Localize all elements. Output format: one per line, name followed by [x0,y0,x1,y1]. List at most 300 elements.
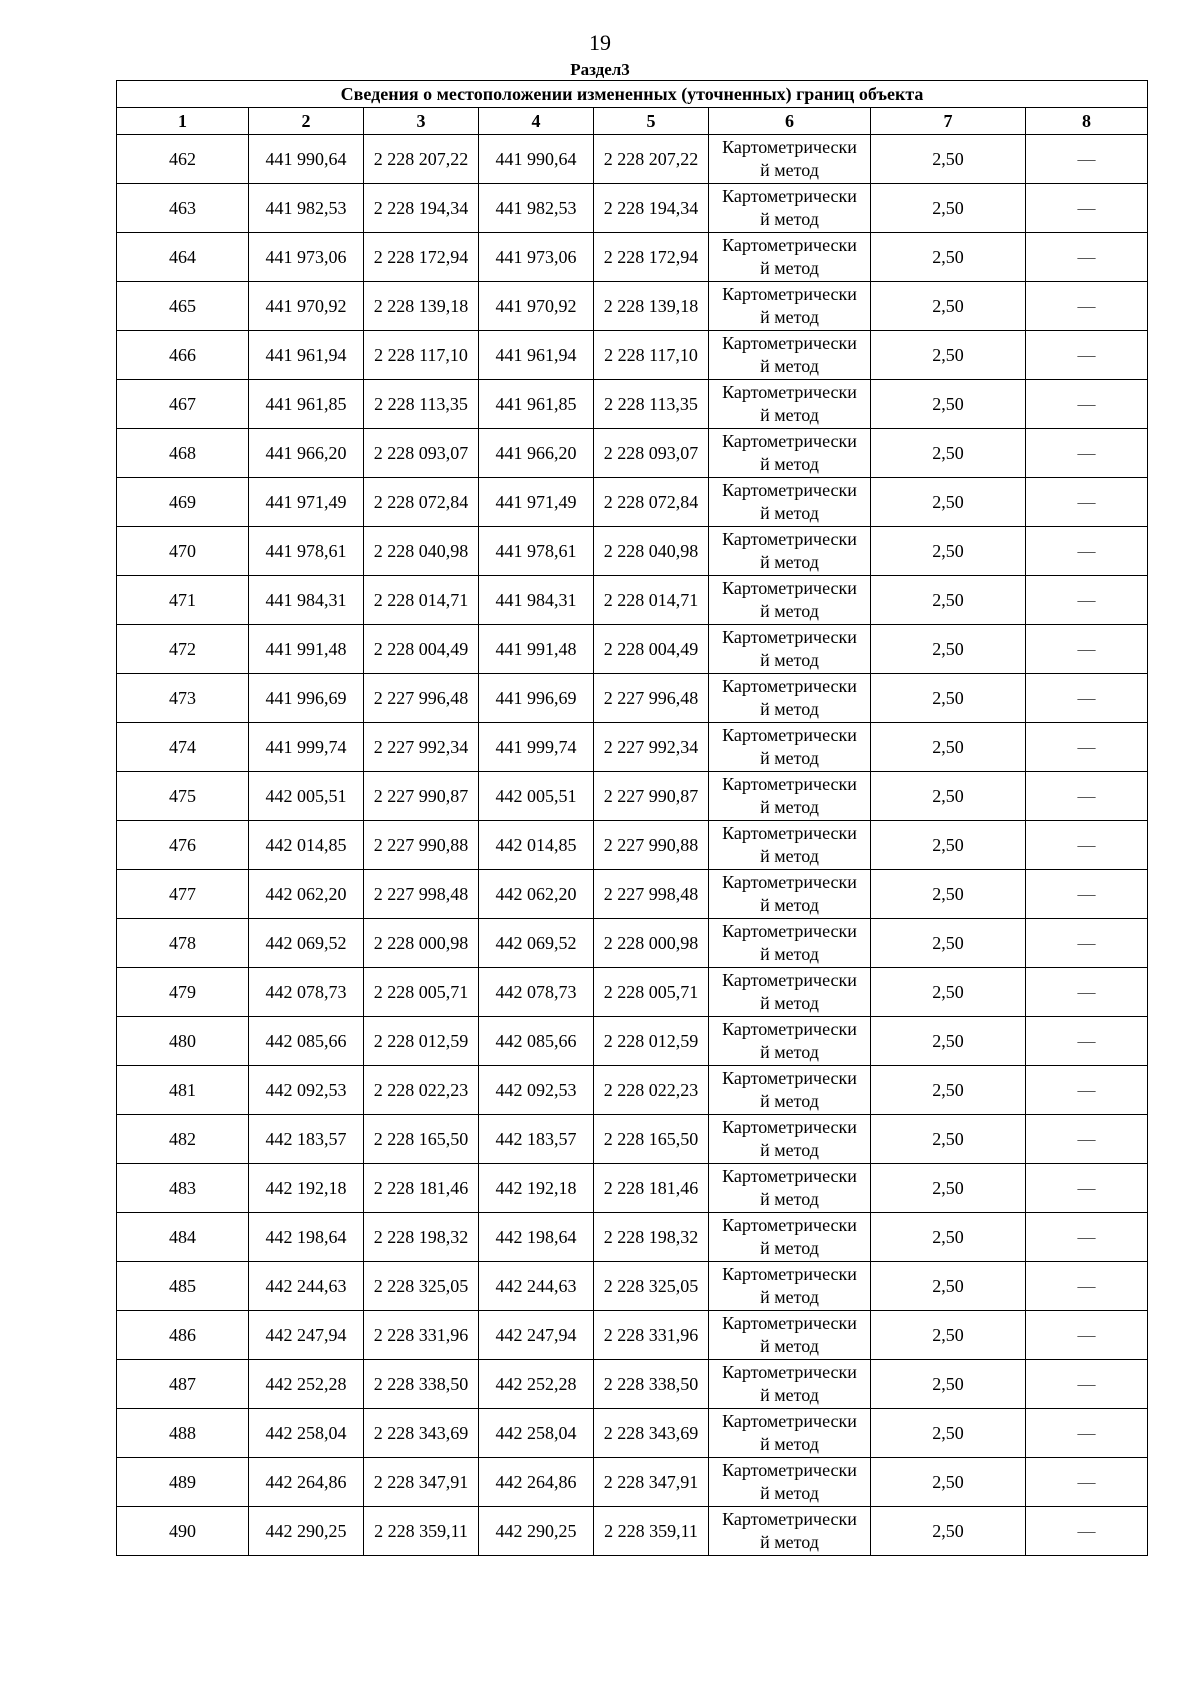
point-number-cell: 468 [117,429,249,478]
y-old-cell: 2 228 325,05 [364,1262,479,1311]
x-old-cell: 442 247,94 [249,1311,364,1360]
y-old-cell: 2 228 022,23 [364,1066,479,1115]
method-cell [709,1507,871,1556]
method-text-line1: Картометрически [722,431,857,451]
x-old-cell: 442 085,66 [249,1017,364,1066]
x-old-cell: 442 192,18 [249,1164,364,1213]
note-cell: — [1026,821,1148,870]
method-text-line2: й метод [760,895,819,915]
y-new-cell: 2 227 996,48 [594,674,709,723]
point-number-cell: 463 [117,184,249,233]
x-new-cell: 441 984,31 [479,576,594,625]
column-header: 5 [594,108,709,135]
y-new-cell: 2 228 012,59 [594,1017,709,1066]
y-old-cell: 2 228 343,69 [364,1409,479,1458]
x-new-cell: 441 999,74 [479,723,594,772]
y-new-cell: 2 228 181,46 [594,1164,709,1213]
method-text-line2: й метод [760,1189,819,1209]
accuracy-cell: 2,50 [871,135,1026,184]
point-number-cell: 464 [117,233,249,282]
method-text-line2: й метод [760,601,819,621]
y-new-cell: 2 227 990,87 [594,772,709,821]
y-old-cell: 2 228 014,71 [364,576,479,625]
x-new-cell: 442 062,20 [479,870,594,919]
y-new-cell: 2 228 117,10 [594,331,709,380]
point-number-cell: 490 [117,1507,249,1556]
x-old-cell: 441 961,94 [249,331,364,380]
accuracy-cell: 2,50 [871,919,1026,968]
point-number-cell: 474 [117,723,249,772]
accuracy-cell: 2,50 [871,1115,1026,1164]
table-row [117,1311,1148,1360]
method-cell [709,1360,871,1409]
y-new-cell: 2 228 139,18 [594,282,709,331]
method-text-line1: Картометрически [722,725,857,745]
method-text-line1: Картометрически [722,823,857,843]
note-cell: — [1026,870,1148,919]
x-old-cell: 442 198,64 [249,1213,364,1262]
method-text-line1: Картометрически [722,529,857,549]
note-cell: — [1026,1017,1148,1066]
x-new-cell: 442 092,53 [479,1066,594,1115]
method-cell [709,821,871,870]
method-cell [709,968,871,1017]
y-new-cell: 2 228 004,49 [594,625,709,674]
x-new-cell: 442 183,57 [479,1115,594,1164]
y-new-cell: 2 228 338,50 [594,1360,709,1409]
method-cell [709,478,871,527]
accuracy-cell: 2,50 [871,1409,1026,1458]
y-new-cell: 2 228 207,22 [594,135,709,184]
x-new-cell: 442 192,18 [479,1164,594,1213]
method-text-line1: Картометрически [722,1264,857,1284]
note-cell: — [1026,233,1148,282]
accuracy-cell: 2,50 [871,1262,1026,1311]
note-cell: — [1026,429,1148,478]
point-number-cell: 469 [117,478,249,527]
note-cell: — [1026,184,1148,233]
table-row [117,380,1148,429]
x-old-cell: 442 264,86 [249,1458,364,1507]
y-new-cell: 2 227 990,88 [594,821,709,870]
method-text-line1: Картометрически [722,137,857,157]
point-number-cell: 472 [117,625,249,674]
x-old-cell: 441 982,53 [249,184,364,233]
point-number-cell: 484 [117,1213,249,1262]
x-new-cell: 441 991,48 [479,625,594,674]
point-number-cell: 467 [117,380,249,429]
x-new-cell: 442 078,73 [479,968,594,1017]
point-number-cell: 486 [117,1311,249,1360]
method-cell [709,135,871,184]
method-cell [709,184,871,233]
method-text-line2: й метод [760,1483,819,1503]
x-old-cell: 442 258,04 [249,1409,364,1458]
y-old-cell: 2 228 359,11 [364,1507,479,1556]
method-cell [709,1213,871,1262]
table-body [117,135,1148,1556]
x-new-cell: 441 990,64 [479,135,594,184]
table-row [117,1360,1148,1409]
x-new-cell: 441 971,49 [479,478,594,527]
x-new-cell: 441 961,94 [479,331,594,380]
method-cell [709,380,871,429]
page-number: 19 [589,30,611,55]
x-old-cell: 441 970,92 [249,282,364,331]
accuracy-cell: 2,50 [871,723,1026,772]
y-old-cell: 2 228 113,35 [364,380,479,429]
x-old-cell: 441 978,61 [249,527,364,576]
method-text-line2: й метод [760,209,819,229]
y-new-cell: 2 228 093,07 [594,429,709,478]
method-text-line2: й метод [760,748,819,768]
accuracy-cell: 2,50 [871,380,1026,429]
method-text-line2: й метод [760,1532,819,1552]
x-new-cell: 441 961,85 [479,380,594,429]
column-header-row [117,108,1148,135]
method-text-line2: й метод [760,1238,819,1258]
note-cell: — [1026,919,1148,968]
point-number-cell: 481 [117,1066,249,1115]
point-number-cell: 480 [117,1017,249,1066]
accuracy-cell: 2,50 [871,625,1026,674]
y-new-cell: 2 228 194,34 [594,184,709,233]
y-new-cell: 2 228 347,91 [594,1458,709,1507]
table-row [117,184,1148,233]
accuracy-cell: 2,50 [871,1164,1026,1213]
note-cell: — [1026,380,1148,429]
method-text-line2: й метод [760,1091,819,1111]
method-text-line1: Картометрически [722,1019,857,1039]
accuracy-cell: 2,50 [871,674,1026,723]
method-cell [709,674,871,723]
table-row [117,919,1148,968]
method-text-line1: Картометрически [722,333,857,353]
y-old-cell: 2 227 990,87 [364,772,479,821]
note-cell: — [1026,1507,1148,1556]
y-new-cell: 2 228 113,35 [594,380,709,429]
note-cell: — [1026,1458,1148,1507]
accuracy-cell: 2,50 [871,429,1026,478]
x-old-cell: 442 290,25 [249,1507,364,1556]
note-cell: — [1026,576,1148,625]
y-old-cell: 2 228 072,84 [364,478,479,527]
note-cell: — [1026,1164,1148,1213]
y-old-cell: 2 228 139,18 [364,282,479,331]
y-old-cell: 2 227 998,48 [364,870,479,919]
method-text-line2: й метод [760,552,819,572]
y-new-cell: 2 228 331,96 [594,1311,709,1360]
accuracy-cell: 2,50 [871,821,1026,870]
method-cell [709,1115,871,1164]
accuracy-cell: 2,50 [871,1311,1026,1360]
table-row [117,1458,1148,1507]
method-cell [709,1017,871,1066]
method-cell [709,527,871,576]
x-old-cell: 441 961,85 [249,380,364,429]
accuracy-cell: 2,50 [871,331,1026,380]
method-cell [709,1458,871,1507]
x-new-cell: 442 290,25 [479,1507,594,1556]
method-text-line2: й метод [760,699,819,719]
note-cell: — [1026,282,1148,331]
y-new-cell: 2 228 072,84 [594,478,709,527]
method-cell [709,1409,871,1458]
y-new-cell: 2 227 992,34 [594,723,709,772]
table-row [117,625,1148,674]
table-row [117,723,1148,772]
y-old-cell: 2 228 117,10 [364,331,479,380]
method-text-line1: Картометрически [722,1411,857,1431]
column-header: 8 [1026,108,1148,135]
method-text-line1: Картометрически [722,1313,857,1333]
method-text-line2: й метод [760,993,819,1013]
y-new-cell: 2 227 998,48 [594,870,709,919]
method-text-line1: Картометрически [722,676,857,696]
table-row [117,1213,1148,1262]
note-cell: — [1026,723,1148,772]
method-text-line1: Картометрически [722,921,857,941]
accuracy-cell: 2,50 [871,1017,1026,1066]
x-new-cell: 442 264,86 [479,1458,594,1507]
method-text-line2: й метод [760,503,819,523]
point-number-cell: 473 [117,674,249,723]
point-number-cell: 476 [117,821,249,870]
column-header: 6 [709,108,871,135]
y-new-cell: 2 228 359,11 [594,1507,709,1556]
column-header: 4 [479,108,594,135]
method-text-line2: й метод [760,405,819,425]
method-text-line1: Картометрически [722,186,857,206]
method-cell [709,625,871,674]
table-row [117,1262,1148,1311]
y-old-cell: 2 228 347,91 [364,1458,479,1507]
point-number-cell: 478 [117,919,249,968]
x-old-cell: 441 966,20 [249,429,364,478]
x-new-cell: 442 244,63 [479,1262,594,1311]
table-row [117,968,1148,1017]
point-number-cell: 475 [117,772,249,821]
method-text-line1: Картометрически [722,480,857,500]
point-number-cell: 489 [117,1458,249,1507]
method-text-line2: й метод [760,650,819,670]
method-text-line2: й метод [760,307,819,327]
accuracy-cell: 2,50 [871,870,1026,919]
x-new-cell: 442 252,28 [479,1360,594,1409]
method-text-line2: й метод [760,1140,819,1160]
method-text-line2: й метод [760,1287,819,1307]
method-text-line1: Картометрически [722,1460,857,1480]
table-row [117,1115,1148,1164]
y-new-cell: 2 228 343,69 [594,1409,709,1458]
x-old-cell: 441 971,49 [249,478,364,527]
method-text-line2: й метод [760,160,819,180]
note-cell: — [1026,772,1148,821]
table-row [117,135,1148,184]
x-new-cell: 442 085,66 [479,1017,594,1066]
accuracy-cell: 2,50 [871,1066,1026,1115]
y-new-cell: 2 228 165,50 [594,1115,709,1164]
accuracy-cell: 2,50 [871,1360,1026,1409]
method-text-line2: й метод [760,944,819,964]
method-cell [709,870,871,919]
y-old-cell: 2 228 198,32 [364,1213,479,1262]
table-row [117,233,1148,282]
x-new-cell: 442 069,52 [479,919,594,968]
method-text-line1: Картометрически [722,1509,857,1529]
table-row [117,478,1148,527]
note-cell: — [1026,625,1148,674]
x-new-cell: 441 973,06 [479,233,594,282]
y-new-cell: 2 228 172,94 [594,233,709,282]
method-cell [709,1164,871,1213]
y-old-cell: 2 228 004,49 [364,625,479,674]
table-row [117,772,1148,821]
method-text-line2: й метод [760,1385,819,1405]
point-number-cell: 477 [117,870,249,919]
x-old-cell: 442 069,52 [249,919,364,968]
table-row [117,1017,1148,1066]
method-text-line2: й метод [760,1434,819,1454]
point-number-cell: 482 [117,1115,249,1164]
x-old-cell: 441 990,64 [249,135,364,184]
x-new-cell: 441 996,69 [479,674,594,723]
y-new-cell: 2 228 198,32 [594,1213,709,1262]
x-new-cell: 442 198,64 [479,1213,594,1262]
x-old-cell: 442 092,53 [249,1066,364,1115]
note-cell: — [1026,1066,1148,1115]
note-cell: — [1026,527,1148,576]
x-old-cell: 442 244,63 [249,1262,364,1311]
table-row [117,1164,1148,1213]
accuracy-cell: 2,50 [871,968,1026,1017]
x-new-cell: 442 258,04 [479,1409,594,1458]
table-row [117,331,1148,380]
note-cell: — [1026,1213,1148,1262]
note-cell: — [1026,478,1148,527]
y-old-cell: 2 228 040,98 [364,527,479,576]
x-old-cell: 442 005,51 [249,772,364,821]
method-text-line1: Картометрически [722,1117,857,1137]
point-number-cell: 479 [117,968,249,1017]
method-text-line2: й метод [760,258,819,278]
note-cell: — [1026,135,1148,184]
method-cell [709,331,871,380]
method-cell [709,772,871,821]
x-old-cell: 441 999,74 [249,723,364,772]
method-text-line2: й метод [760,1042,819,1062]
accuracy-cell: 2,50 [871,1507,1026,1556]
point-number-cell: 465 [117,282,249,331]
note-cell: — [1026,968,1148,1017]
method-text-line2: й метод [760,454,819,474]
y-old-cell: 2 228 172,94 [364,233,479,282]
method-text-line2: й метод [760,356,819,376]
method-text-line1: Картометрически [722,627,857,647]
x-old-cell: 442 014,85 [249,821,364,870]
table-row [117,282,1148,331]
note-cell: — [1026,1360,1148,1409]
point-number-cell: 462 [117,135,249,184]
point-number-cell: 483 [117,1164,249,1213]
accuracy-cell: 2,50 [871,282,1026,331]
method-text-line1: Картометрически [722,284,857,304]
table-row [117,674,1148,723]
x-old-cell: 441 996,69 [249,674,364,723]
accuracy-cell: 2,50 [871,1458,1026,1507]
x-old-cell: 442 252,28 [249,1360,364,1409]
x-new-cell: 441 978,61 [479,527,594,576]
method-text-line2: й метод [760,797,819,817]
y-old-cell: 2 228 181,46 [364,1164,479,1213]
method-cell [709,282,871,331]
table-row [117,576,1148,625]
y-old-cell: 2 228 012,59 [364,1017,479,1066]
method-cell [709,1262,871,1311]
method-text-line1: Картометрически [722,578,857,598]
accuracy-cell: 2,50 [871,233,1026,282]
method-text-line1: Картометрически [722,1362,857,1382]
method-cell [709,919,871,968]
y-old-cell: 2 227 996,48 [364,674,479,723]
x-new-cell: 442 005,51 [479,772,594,821]
section-label: Раздел3 [570,60,630,79]
method-cell [709,723,871,772]
note-cell: — [1026,674,1148,723]
y-old-cell: 2 228 000,98 [364,919,479,968]
method-cell [709,429,871,478]
method-text-line1: Картометрически [722,1166,857,1186]
method-text-line1: Картометрически [722,970,857,990]
column-header: 2 [249,108,364,135]
method-text-line1: Картометрически [722,872,857,892]
x-old-cell: 442 062,20 [249,870,364,919]
accuracy-cell: 2,50 [871,527,1026,576]
accuracy-cell: 2,50 [871,1213,1026,1262]
point-number-cell: 488 [117,1409,249,1458]
table-row [117,1409,1148,1458]
note-cell: — [1026,1262,1148,1311]
accuracy-cell: 2,50 [871,576,1026,625]
point-number-cell: 471 [117,576,249,625]
y-old-cell: 2 228 194,34 [364,184,479,233]
method-cell [709,1311,871,1360]
table-row [117,1066,1148,1115]
note-cell: — [1026,1311,1148,1360]
y-old-cell: 2 228 207,22 [364,135,479,184]
method-text-line2: й метод [760,1336,819,1356]
y-new-cell: 2 228 000,98 [594,919,709,968]
point-number-cell: 487 [117,1360,249,1409]
coordinates-table [116,80,1148,1556]
point-number-cell: 466 [117,331,249,380]
method-text-line2: й метод [760,846,819,866]
method-text-line1: Картометрически [722,382,857,402]
table-row [117,821,1148,870]
accuracy-cell: 2,50 [871,772,1026,821]
y-old-cell: 2 228 165,50 [364,1115,479,1164]
method-text-line1: Картометрически [722,235,857,255]
point-number-cell: 485 [117,1262,249,1311]
y-new-cell: 2 228 014,71 [594,576,709,625]
x-old-cell: 441 991,48 [249,625,364,674]
x-new-cell: 442 014,85 [479,821,594,870]
note-cell: — [1026,1115,1148,1164]
y-old-cell: 2 228 093,07 [364,429,479,478]
method-text-line1: Картометрически [722,774,857,794]
x-new-cell: 441 966,20 [479,429,594,478]
x-new-cell: 441 970,92 [479,282,594,331]
